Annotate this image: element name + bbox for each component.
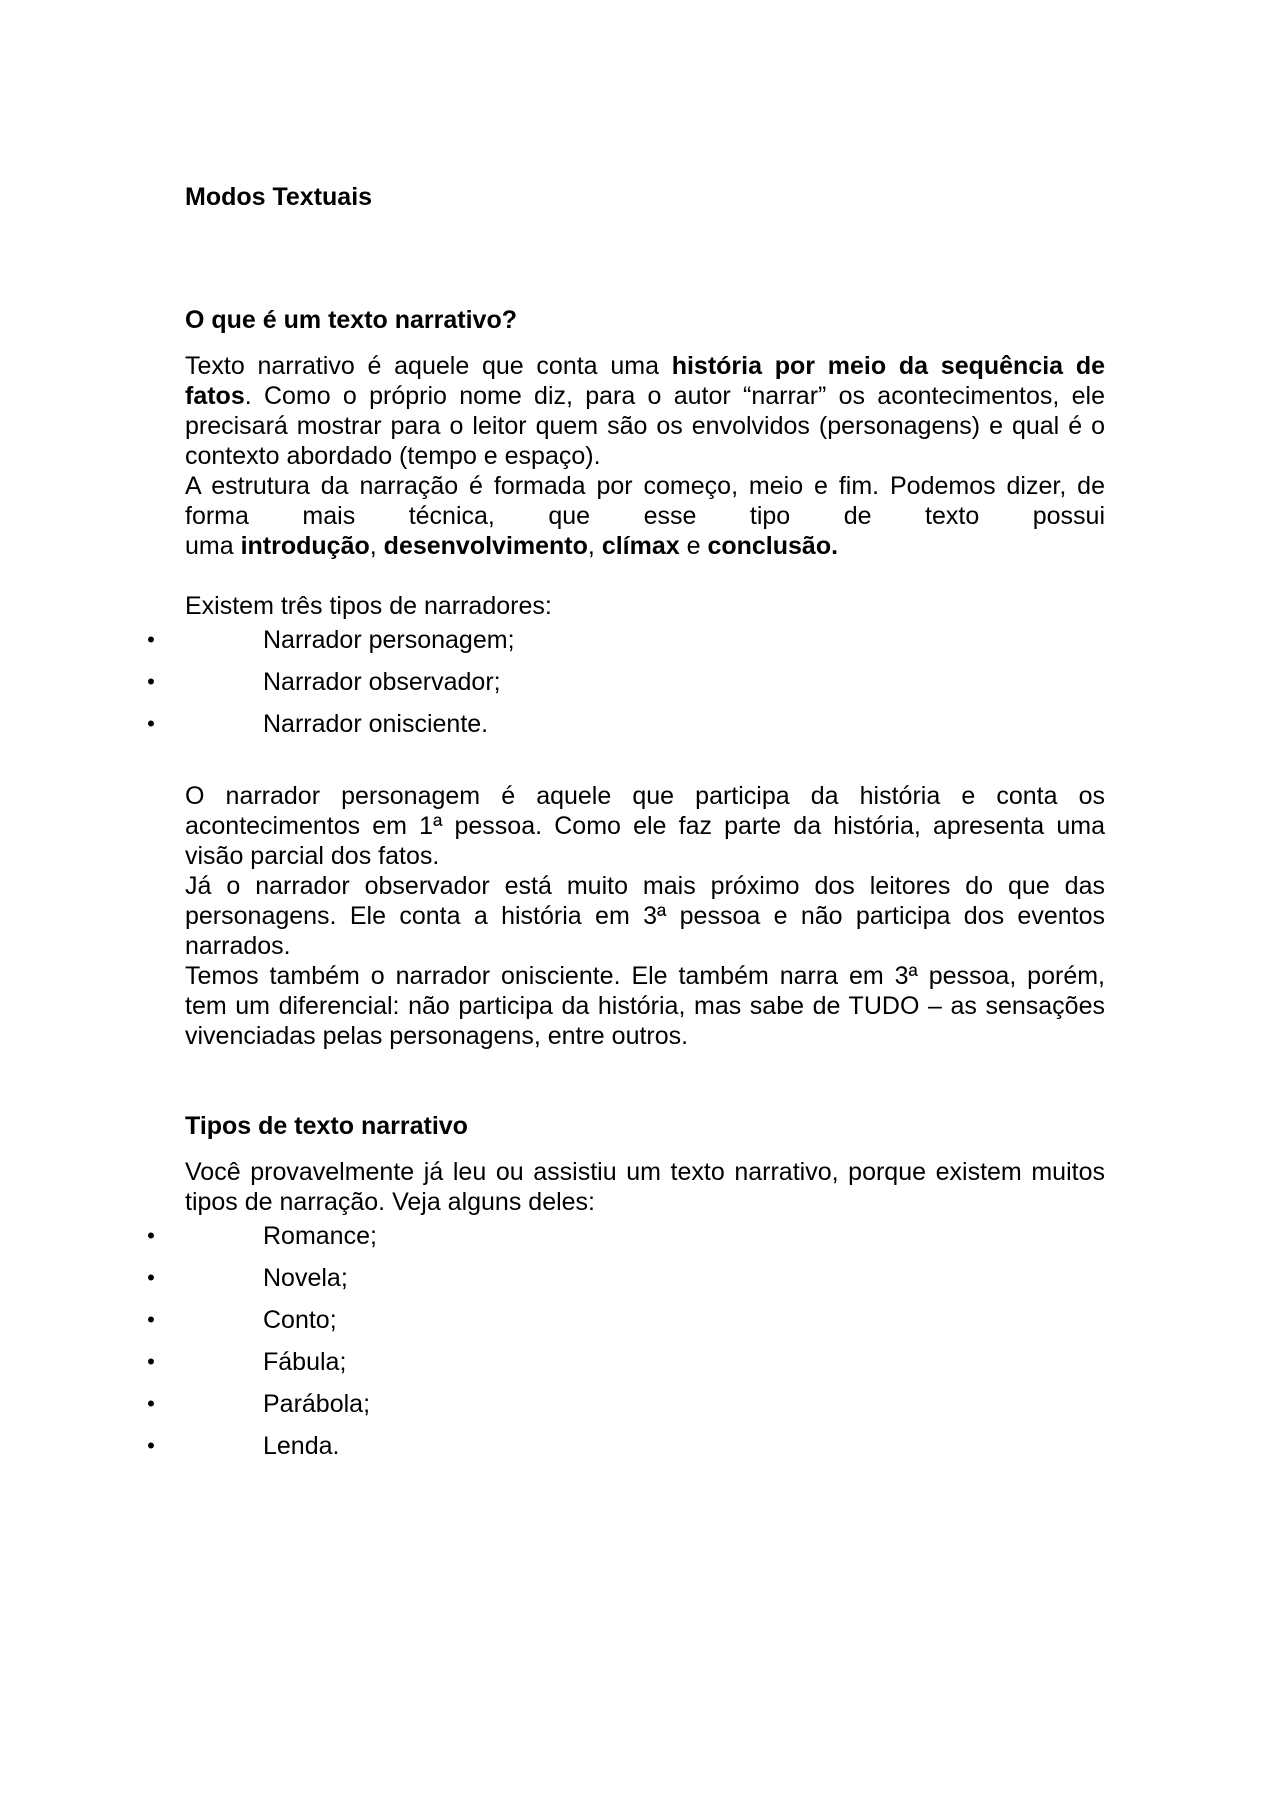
list-item [147,1389,1105,1431]
bullet-icon: • [147,669,155,694]
narrative-types-list [147,1221,1105,1473]
bullet-icon: • [147,1391,155,1416]
paragraph-narrator-intro: Existem três tipos de narradores: [185,592,552,620]
list-item-text: Narrador personagem; [263,626,515,654]
bullet-icon: • [147,1433,155,1458]
text-run: , [369,532,384,560]
bullet-icon: • [147,627,155,652]
list-item [147,1431,1105,1473]
bold-run: história por meio da sequência de fatos [185,352,1105,410]
list-item-text: Narrador observador; [263,668,501,696]
paragraph-types-intro: Você provavelmente já leu ou assistiu um texto narrativo, porque existem muitos tipos de narração. Veja alguns deles: [185,1158,1105,1216]
bold-run: conclusão. [707,532,839,560]
document-body [147,182,1105,1473]
text-run: Texto narrativo é aquele que conta uma [185,352,672,380]
bold-run: desenvolvimento [383,532,588,560]
list-item [147,709,1105,751]
paragraph-narrator-observer: Já o narrador observador está muito mais próximo dos leitores do que das personagens. Ele conta a história em 3ª pessoa e não participa dos eventos narrados. [185,872,1105,960]
document-title: Modos Textuais [185,183,373,211]
paragraph-structure-line-b [185,531,1105,561]
bullet-icon: • [147,1265,155,1290]
text-run: e [679,532,708,560]
list-item [147,1263,1105,1305]
bold-run: introdução [240,532,370,560]
bullet-icon: • [147,711,155,736]
section-heading-types: Tipos de texto narrativo [185,1112,468,1140]
list-item [147,1305,1105,1347]
list-item [147,1221,1105,1263]
list-item-text: Narrador onisciente. [263,710,489,738]
list-item-text: Conto; [263,1306,337,1334]
narrator-types-list [147,625,1105,751]
text-run: . Como o próprio nome diz, para o autor “narrar” os acontecimentos, ele precisará mostrar para o leitor quem são os envolvidos (personagens) e qual é o contexto abordado (tempo e espaço). [185,382,1105,470]
list-item-text: Lenda. [263,1432,340,1460]
list-item-text: Fábula; [263,1348,347,1376]
paragraph-narrator-omniscient: Temos também o narrador onisciente. Ele também narra em 3ª pessoa, porém, tem um diferencial: não participa da história, mas sabe de TUDO – as sensações vivenciadas pelas personagens, entre outros. [185,962,1105,1050]
list-item-text: Novela; [263,1264,348,1292]
section-heading-narrative: O que é um texto narrativo? [185,306,518,334]
list-item [147,1347,1105,1389]
text-run: , [587,532,602,560]
list-item-text: Romance; [263,1222,377,1250]
text-run: uma [185,532,241,560]
bullet-icon: • [147,1223,155,1248]
bullet-icon: • [147,1307,155,1332]
bold-run: clímax [601,532,680,560]
list-item [147,625,1105,667]
paragraph-structure-line-a: A estrutura da narração é formada por começo, meio e fim. Podemos dizer, de forma mais técnica, que esse tipo de texto possui [185,472,1105,530]
bullet-icon: • [147,1349,155,1374]
paragraph-definition [185,351,1105,471]
list-item [147,667,1105,709]
paragraph-narrator-character: O narrador personagem é aquele que participa da história e conta os acontecimentos em 1ª pessoa. Como ele faz parte da história, apresenta uma visão parcial dos fatos. [185,782,1105,870]
list-item-text: Parábola; [263,1390,371,1418]
